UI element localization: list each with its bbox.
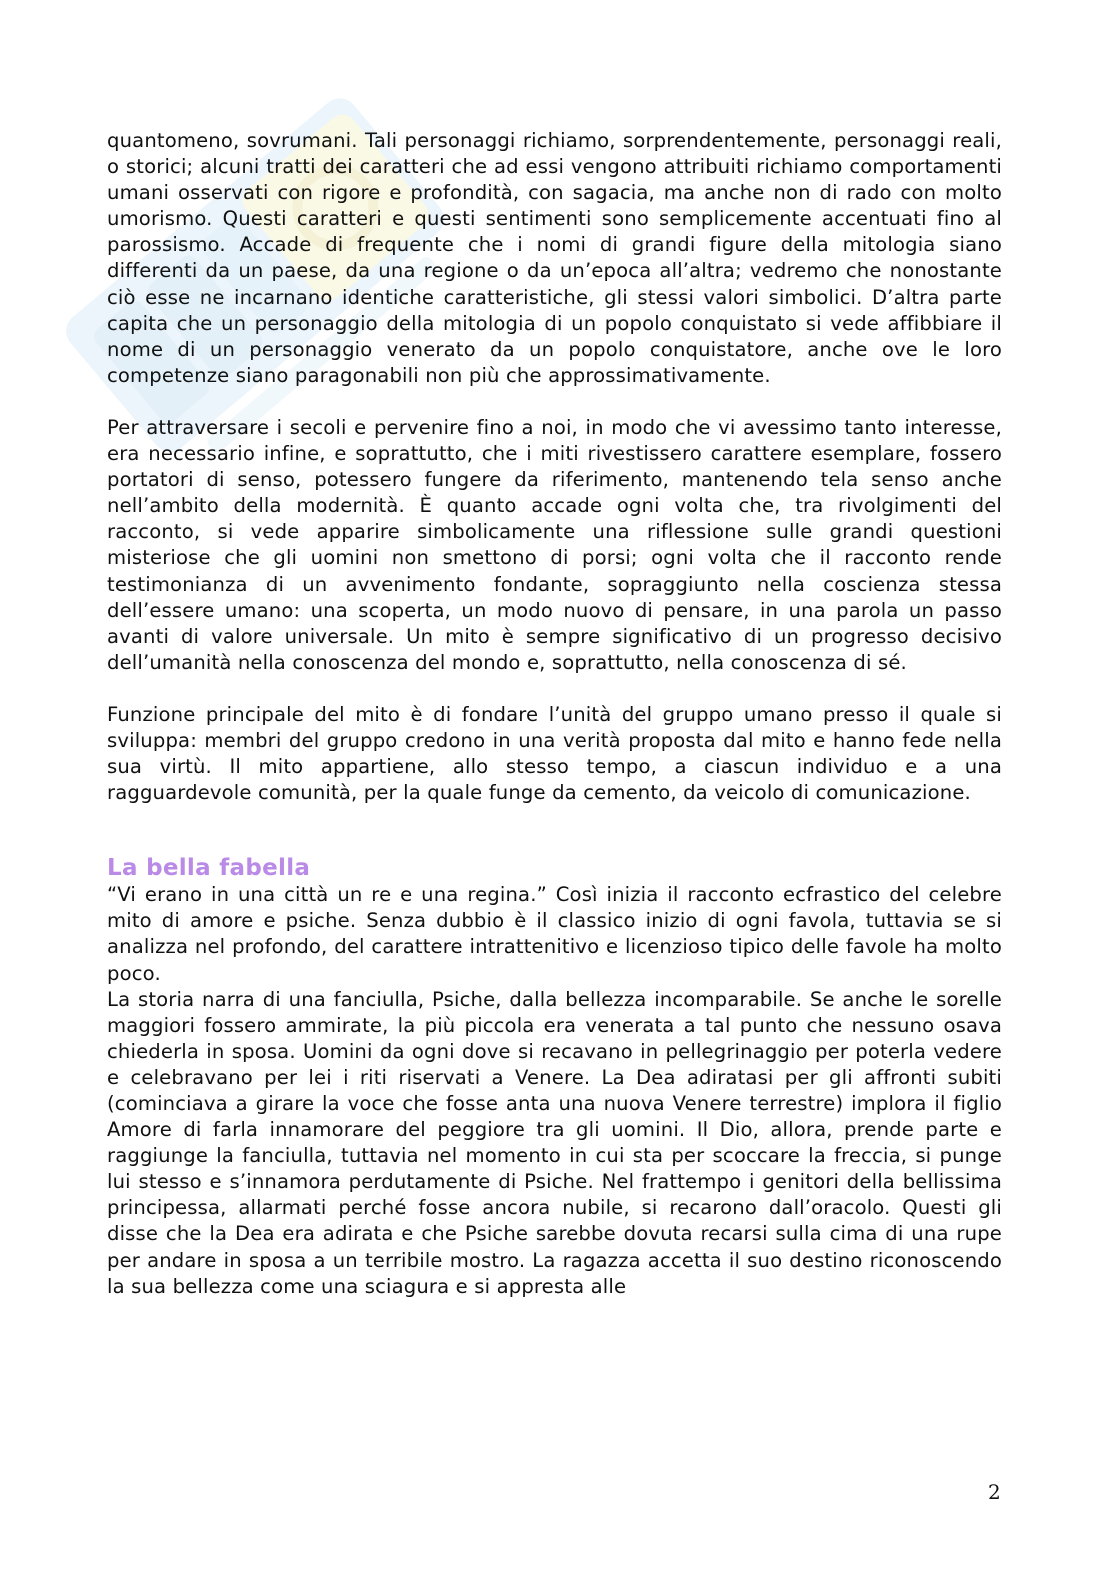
body-paragraph: quantomeno, sovrumani. Tali personaggi richiamo, sorprendentemente, personaggi reali, o storici; alcuni tratti dei caratteri che ad essi vengono attribuiti richiamo comportamenti umani osservati con rigore e profondità, con sagacia, ma anche non di rado con molto umorismo. Questi caratteri e questi sentimenti sono semplicemente accentuati fino al parossismo. Accade di frequente che i nomi di grandi figure della mitologia siano differenti da un paese, da una regione o da un’epoca all’altra; vedremo che nonostante ciò esse ne incarnano identiche caratteristiche, gli stessi valori simbolici. D’altra parte capita che un personaggio della mitologia di un popolo conquistato si vede affibbiare il nome di un personaggio venerato da un popolo conquistatore, anche ove le loro competenze siano paragonabili non più che approssimativamente.: [107, 129, 1002, 387]
page-content: [107, 128, 1002, 1300]
page-number: 2: [988, 1480, 1001, 1504]
section-heading: La bella fabella: [107, 855, 311, 882]
body-paragraph: Per attraversare i secoli e pervenire fino a noi, in modo che vi avessimo tanto interesse, era necessario infine, e soprattutto, che i miti rivestissero carattere esemplare, fossero portatori di senso, potessero fungere da riferimento, mantenendo tela senso anche nell’ambito della modernità. È quanto accade ogni volta che, tra rivolgimenti del racconto, si vede apparire simbolicamente una riflessione sulle grandi questioni misteriose che gli uomini non smettono di porsi; ogni volta che il racconto rende testimonianza di un avvenimento fondante, sopraggiunto nella coscienza stessa dell’essere umano: una scoperta, un modo nuovo di pensare, in una parola un passo avanti di valore universale. Un mito è sempre significativo di un progresso decisivo dell’umanità nella conoscenza del mondo e, soprattutto, nella conoscenza di sé.: [107, 415, 1002, 674]
body-paragraph: “Vi erano in una città un re e una regina.” Così inizia il racconto ecfrastico del celebre mito di amore e psiche. Senza dubbio è il classico inizio di ogni favola, tuttavia se si analizza nel profondo, del carattere intrattenitivo e licenzioso tipico delle favole ha molto poco.: [107, 883, 1002, 985]
body-paragraph: Funzione principale del mito è di fondare l’unità del gruppo umano presso il quale si sviluppa: membri del gruppo credono in una verità proposta dal mito e hanno fede nella sua virtù. Il mito appartiene, allo stesso tempo, a ciascun individuo e a una ragguardevole comunità, per la quale funge da cemento, da veicolo di comunicazione.: [107, 702, 1002, 805]
body-paragraph: La storia narra di una fanciulla, Psiche, dalla bellezza incomparabile. Se anche le sorelle maggiori fossero ammirate, la più piccola era venerata a tal punto che nessuno osava chiederla in sposa. Uomini da ogni dove si recavano in pellegrinaggio per poterla vedere e celebravano per lei i riti riservati a Venere. La Dea adiratasi per gli affronti subiti (cominciava a girare la voce che fosse anta una nuova Venere terrestre) implora il figlio Amore di farla innamorare del peggiore tra gli uomini. Il Dio, allora, prende parte e raggiunge la fanciulla, tuttavia nel momento in cui sta per scoccare la freccia, si punge lui stesso e s’innamora perdutamente di Psiche. Nel frattempo i genitori della bellissima principessa, allarmati perché fosse ancora nubile, si recarono dall’oracolo. Questi gli disse che la Dea era adirata e che Psiche sarebbe dovuta recarsi sulla cima di una rupe per andare in sposa a un terribile mostro. La ragazza accetta il suo destino riconoscendo la sua bellezza come una sciagura e si appresta alle: [107, 987, 1002, 1298]
